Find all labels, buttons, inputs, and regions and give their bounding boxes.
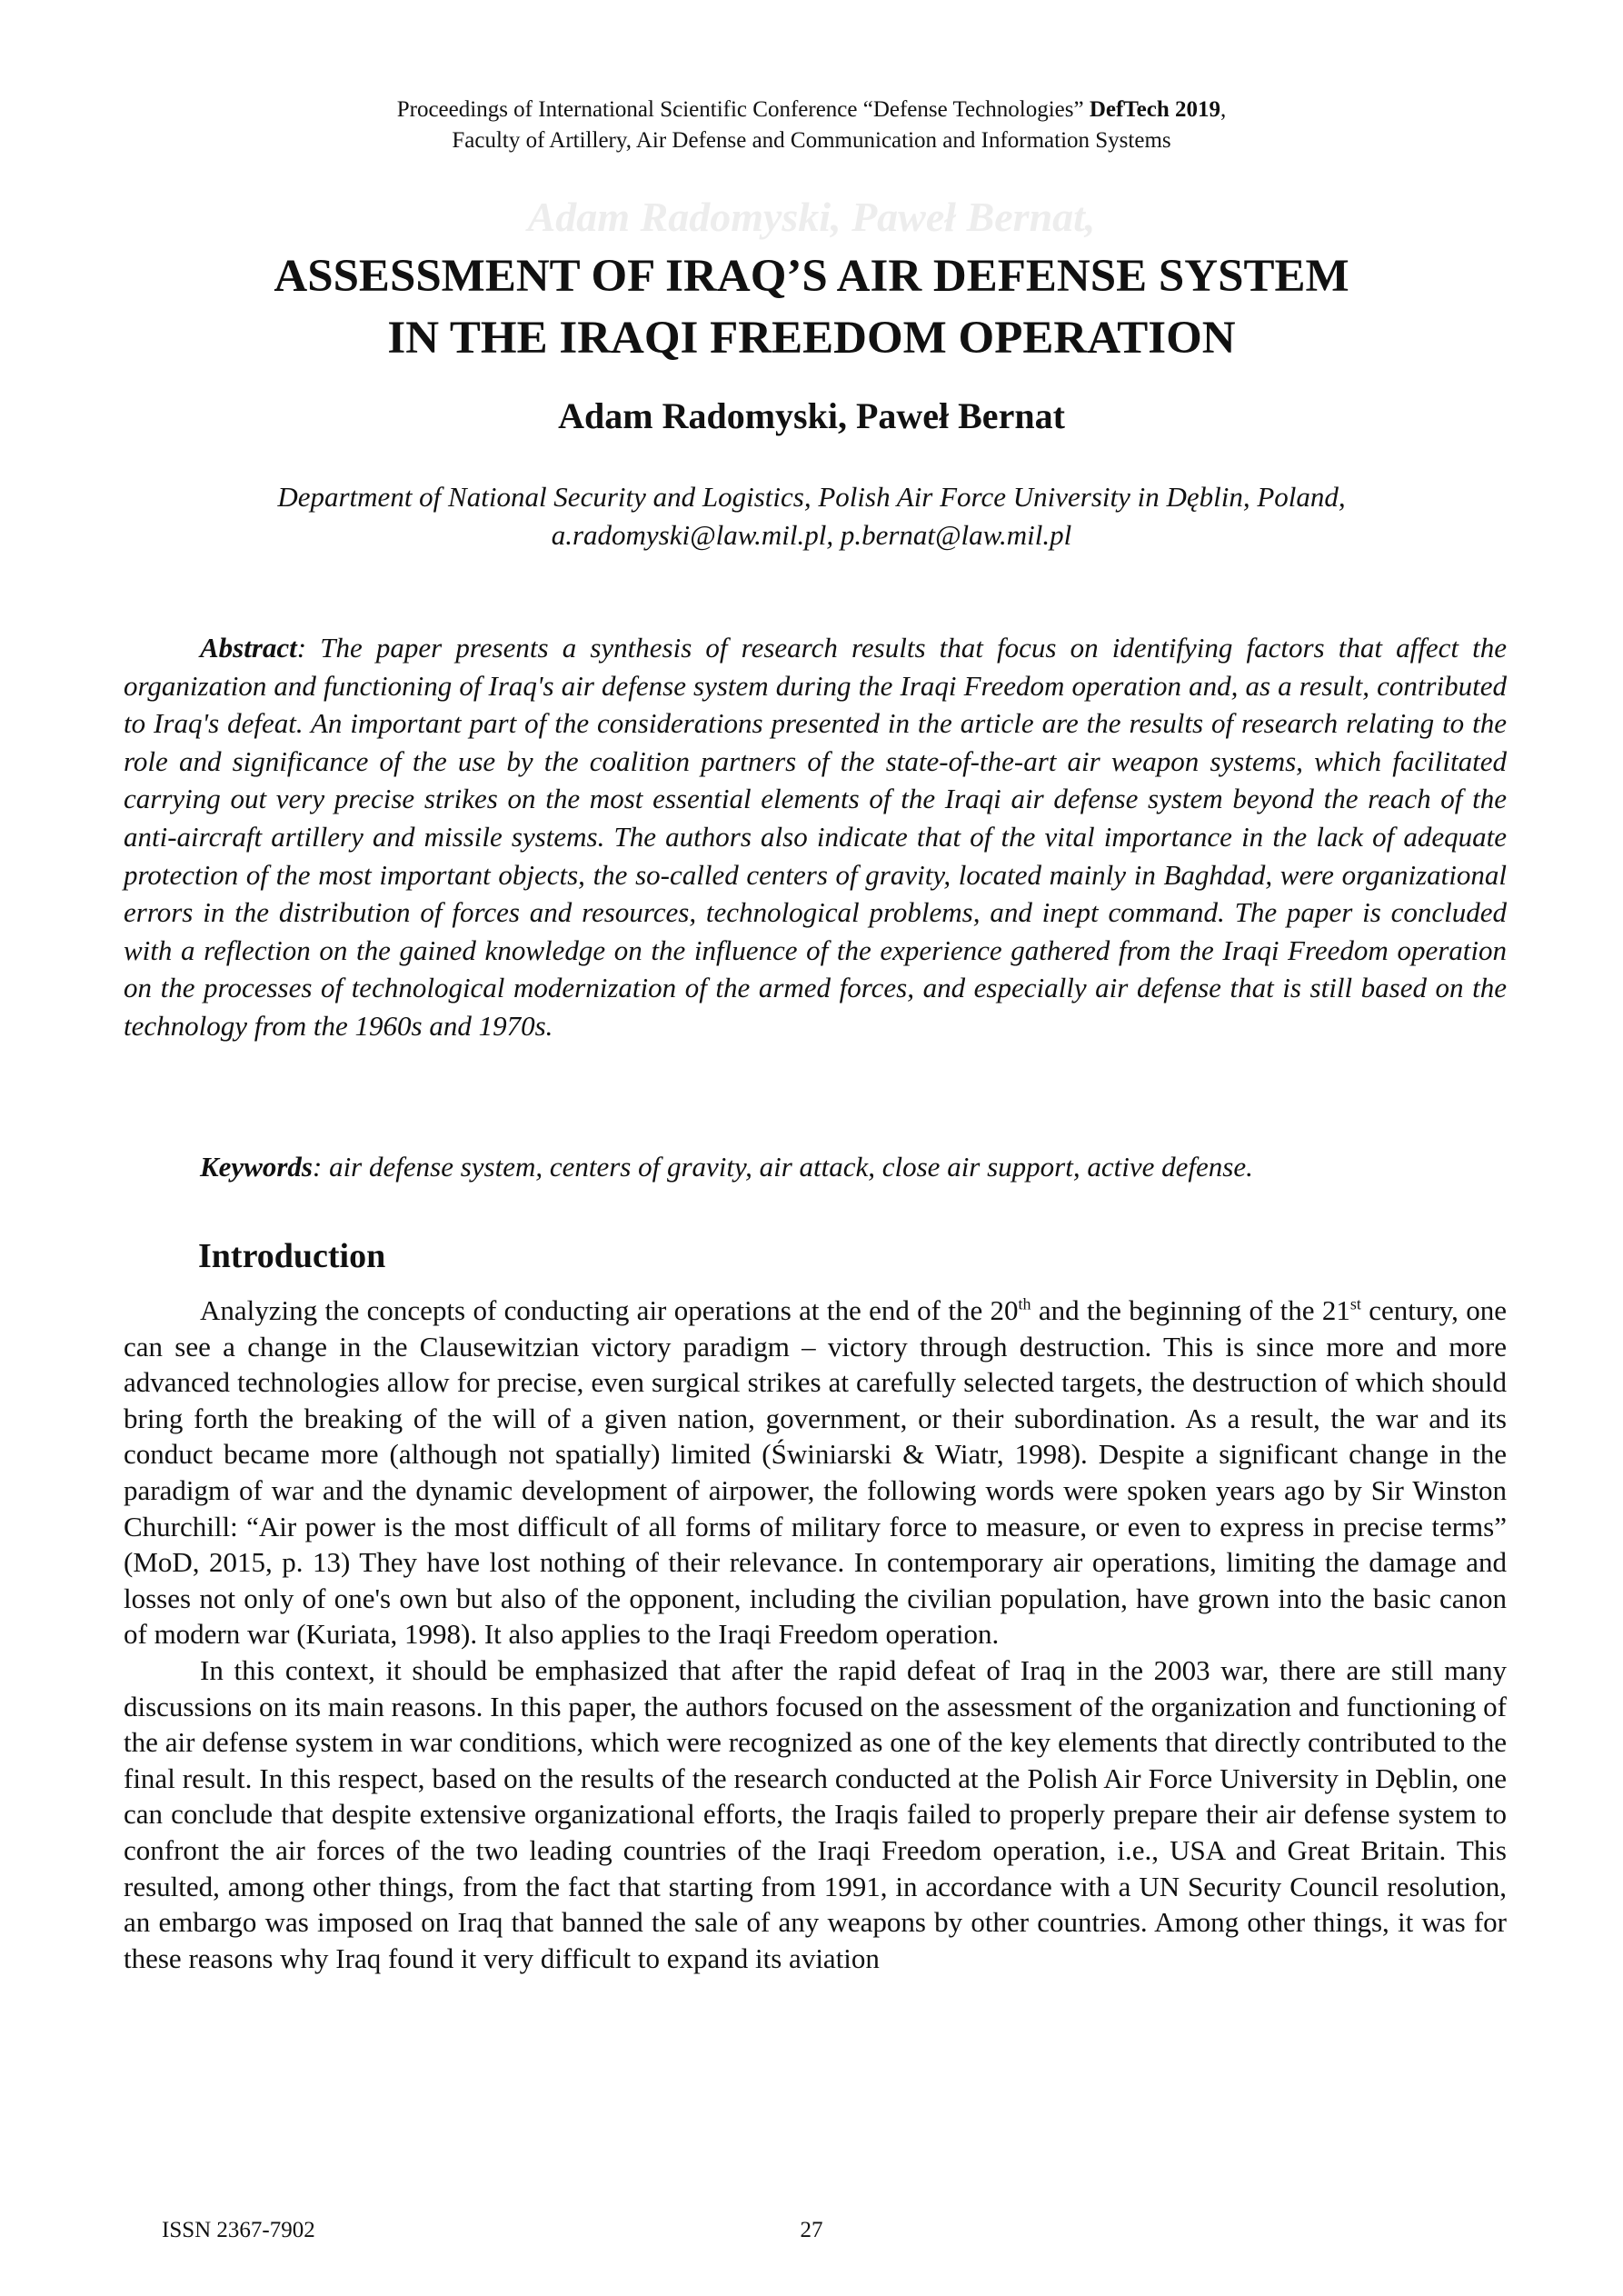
header-line-1: Proceedings of International Scientific Conference “Defense Technologies” DefTech 2019, [396, 97, 1227, 122]
affiliation-line-1: Department of National Security and Logistics, Polish Air Force University in Dęblin, Poland, [277, 481, 1346, 513]
abstract [124, 629, 1507, 1045]
footer-issn: ISSN 2367-7902 [162, 2218, 315, 2242]
abstract-text: : The paper presents a synthesis of research results that focus on identifying factors that affect the organization and functioning of Iraq's air defense system during the Iraqi Freedom operation and, as a result, contributed to Iraq's defeat. An important part of the considerations presented in the article are the results of research relating to the role and significance of the use by the coalition partners of the state-of-the-art air weapon systems, which facilitated carrying out very precise strikes on the most essential elements of the Iraqi air defense system beyond the reach of the anti-aircraft artillery and missile systems. The authors also indicate that of the vital importance in the lack of adequate protection of the most important objects, the so-called centers of gravity, located mainly in Baghdad, were organizational errors in the distribution of forces and resources, technological problems, and inept command. The paper is concluded with a reflection on the gained knowledge on the influence of the experience gathered from the Iraqi Freedom operation on the processes of technological modernization of the armed forces, and especially air defense that is still based on the technology from the 1960s and 1970s. [124, 632, 1507, 1042]
keywords-text: : air defense system, centers of gravity, air attack, close air support, active defense. [313, 1151, 1253, 1183]
affiliation [0, 478, 1623, 554]
abstract-label: Abstract [200, 632, 297, 664]
introduction-body [124, 1293, 1507, 1976]
keywords [200, 1151, 1507, 1183]
paragraph: In this context, it should be emphasized that after the rapid defeat of Iraq in the 2003 war, there are still many discussions on its main reasons. In this paper, the authors focused on the assessment of the organization and functioning of the air defense system in war conditions, which were recognized as one of the key elements that directly contributed to the final result. In this respect, based on the results of the research conducted at the Polish Air Force University in Dęblin, one can conclude that despite extensive organizational efforts, the Iraqis failed to properly prepare their air defense system to confront the air forces of the two leading countries of the Iraqi Freedom operation, i.e., USA and Great Britain. This resulted, among other things, from the fact that starting from 1991, in accordance with a UN Security Council resolution, an embargo was imposed on Iraq that banned the sale of any weapons by other countries. Among other things, it was for these reasons why Iraq found it very difficult to expand its aviation [124, 1653, 1507, 1974]
paper-authors: Adam Radomyski, Paweł Bernat [558, 395, 1065, 436]
ghost-authors-watermark: Adam Radomyski, Paweł Bernat, [527, 194, 1096, 240]
conference-header [0, 95, 1623, 156]
conference-name: DefTech 2019 [1089, 97, 1221, 122]
title-line-2: IN THE IRAQI FREEDOM OPERATION [387, 313, 1236, 364]
page-number: 27 [800, 2218, 823, 2242]
section-heading-introduction: Introduction [198, 1237, 386, 1275]
title-line-1: ASSESSMENT OF IRAQ’S AIR DEFENSE SYSTEM [274, 251, 1349, 302]
paragraph: Analyzing the concepts of conducting air operations at the end of the 20th and the beginning of the 21st century, one can see a change in the Clausewitzian victory paradigm – victory through destruction. This is since more and more advanced technologies allow for precise, even surgical strikes at carefully selected targets, the destruction of which should bring forth the breaking of the will of a given nation, government, or their subordination. As a result, the war and its conduct became more (although not spatially) limited (Świniarski & Wiatr, 1998). Despite a significant change in the paradigm of war and the dynamic development of airpower, the following words were spoken years ago by Sir Winston Churchill: “Air power is the most difficult of all forms of military force to measure, or even to express in precise terms” (MoD, 2015, p. 13) They have lost nothing of their relevance. In contemporary air operations, limiting the damage and losses not only of one's own but also of the opponent, including the civilian population, have grown into the basic canon of modern war (Kuriata, 1998). It also applies to the Iraqi Freedom operation. [124, 1294, 1508, 1651]
paper-title [0, 245, 1623, 369]
keywords-label: Keywords [200, 1151, 313, 1183]
author-emails: a.radomyski@law.mil.pl, p.bernat@law.mil.pl [551, 519, 1072, 551]
header-line-2: Faculty of Artillery, Air Defense and Communication and Information Systems [452, 128, 1171, 153]
